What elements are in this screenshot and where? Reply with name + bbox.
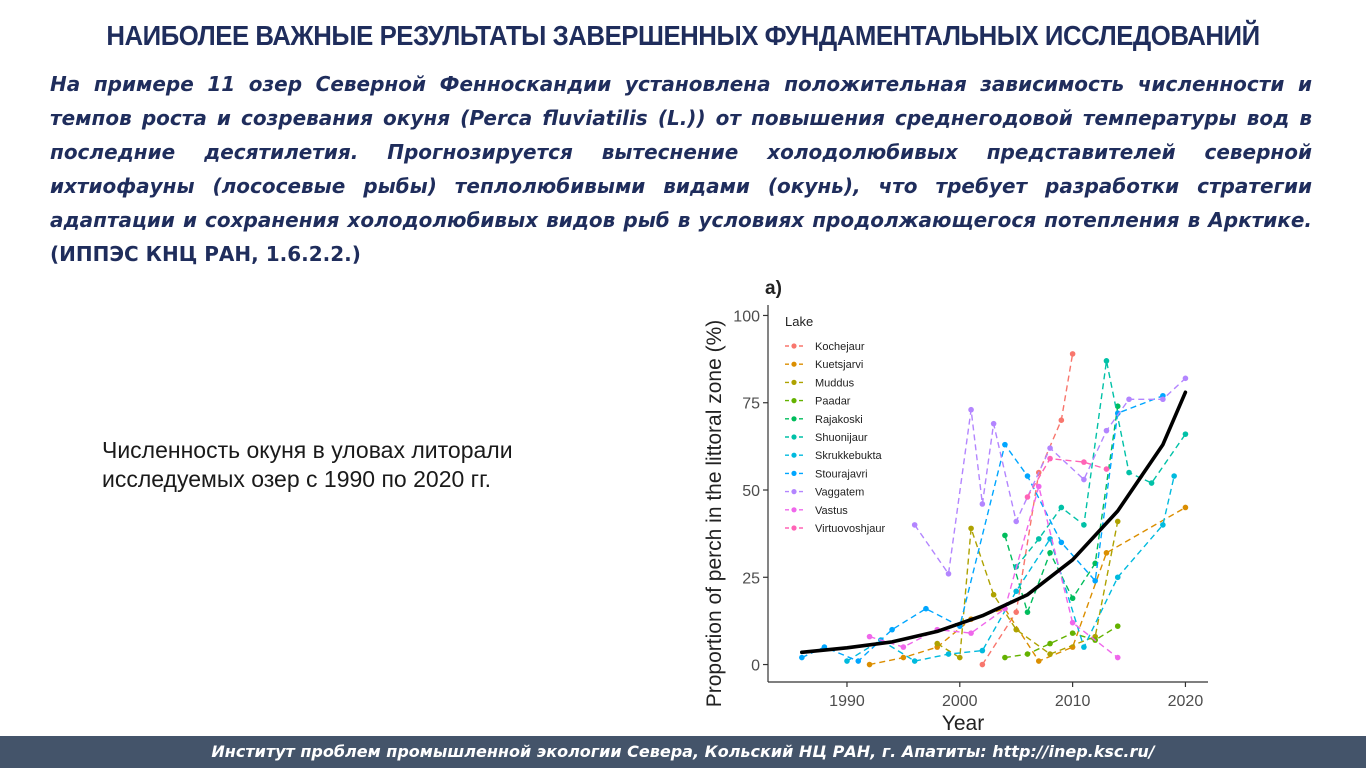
series-line (982, 354, 1072, 665)
data-point (1183, 505, 1189, 511)
x-tick-label: 1990 (829, 693, 865, 710)
y-tick-label: 25 (742, 570, 760, 588)
data-point (923, 606, 929, 612)
data-point (901, 644, 907, 650)
footer-bar: Институт проблем промышленной экологии Севера, Кольский НЦ РАН, г. Апатиты: http://inep.ksc.ru/ (0, 736, 1366, 768)
data-point (1126, 396, 1132, 402)
data-point (1183, 431, 1189, 437)
data-point (1002, 533, 1008, 539)
x-axis-label: Year (941, 712, 985, 730)
legend-swatch-point (791, 416, 796, 421)
data-point (968, 526, 974, 532)
data-point (1160, 522, 1166, 528)
data-point (1081, 522, 1087, 528)
data-point (1036, 658, 1042, 664)
legend-swatch-point (791, 507, 796, 512)
legend-swatch-point (791, 489, 796, 494)
y-tick-label: 0 (751, 657, 760, 675)
legend-label: Vaggatem (815, 486, 865, 499)
legend-label: Skrukkebukta (815, 450, 882, 463)
data-point (1025, 494, 1031, 500)
data-point (1047, 641, 1053, 647)
data-point (1002, 655, 1008, 661)
legend-label: Rajakoski (815, 413, 863, 426)
legend-label: Muddus (815, 377, 855, 390)
legend-swatch-point (791, 471, 796, 476)
data-point (1013, 519, 1019, 525)
legend-swatch-point (791, 453, 796, 458)
data-point (1047, 456, 1053, 462)
data-point (946, 571, 952, 577)
legend-label: Shuonijaur (815, 432, 868, 444)
x-tick-label: 2020 (1167, 693, 1204, 710)
perch-chart-svg (695, 270, 1225, 730)
chart-caption: Численность окуня в уловах литорали исследуемых озер с 1990 по 2020 гг. (102, 437, 513, 492)
data-point (901, 655, 907, 661)
data-point (1081, 477, 1087, 483)
data-point (855, 658, 861, 664)
legend-swatch-point (791, 343, 796, 348)
series-line (870, 508, 1186, 665)
data-point (1002, 442, 1008, 448)
series-line (1005, 626, 1118, 658)
data-point (1070, 351, 1076, 357)
data-point (1047, 445, 1053, 451)
data-point (1104, 428, 1110, 434)
legend-swatch-point (791, 380, 796, 385)
data-point (844, 658, 850, 664)
data-point (1013, 609, 1019, 615)
legend-label: Vastus (815, 504, 848, 517)
series-line (847, 476, 1174, 661)
legend-label: Kuetsjarvi (815, 359, 864, 372)
data-point (991, 592, 997, 598)
series-line (915, 378, 1186, 574)
legend-title: Lake (785, 314, 814, 329)
data-point (1047, 550, 1053, 556)
data-point (968, 630, 974, 636)
x-tick-label: 2010 (1054, 693, 1091, 710)
legend-swatch-point (791, 398, 796, 403)
data-point (889, 627, 895, 633)
data-point (1081, 644, 1087, 650)
data-point (934, 641, 940, 647)
data-point (1104, 358, 1110, 364)
legend-label: Kochejaur (815, 341, 865, 353)
data-point (1104, 550, 1110, 556)
legend-label: Stourajavri (815, 468, 868, 481)
data-point (1149, 480, 1155, 486)
summary-main: На примере 11 озер Северной Фенноскандии установлена положительная зависимость численности и темпов роста и созревания окуня (Perca fluviatilis (L.)) от повышения среднегодовой температуры вод в последние десятилетия. Прогнозируется вытеснение холодолюбивых представителей северной ихтиофауны (лососевые рыбы) теплолюбивыми видами (окунь), что требует разработки стратегии адаптации и сохранения холодолюбивых видов рыб в условиях продолжающегося потепления в Арктике. (50, 72, 1312, 232)
y-tick-label: 75 (742, 395, 760, 413)
legend-swatch-point (791, 362, 796, 367)
data-point (1070, 630, 1076, 636)
data-point (1126, 470, 1132, 476)
data-point (912, 522, 918, 528)
data-point (1115, 519, 1121, 525)
data-point (1183, 376, 1189, 382)
legend-label: Virtuovoshjaur (815, 523, 886, 535)
y-axis-label: Proportion of perch in the littoral zone (%) (703, 319, 726, 708)
y-tick-label: 100 (733, 308, 760, 326)
panel-label: a) (765, 278, 782, 299)
data-point (1036, 484, 1042, 490)
data-point (968, 407, 974, 413)
data-point (1047, 651, 1053, 657)
data-point (867, 662, 873, 668)
legend-swatch-point (791, 525, 796, 530)
data-point (980, 501, 986, 507)
data-point (1171, 473, 1177, 479)
data-point (912, 658, 918, 664)
data-point (980, 662, 986, 668)
data-point (1104, 466, 1110, 472)
summary-reference: (ИППЭС КНЦ РАН, 1.6.2.2.) (50, 242, 361, 266)
data-point (1013, 627, 1019, 633)
data-point (1025, 609, 1031, 615)
perch-chart (695, 270, 1225, 730)
data-point (1025, 651, 1031, 657)
data-point (1070, 620, 1076, 626)
summary-text (50, 67, 1312, 271)
data-point (991, 421, 997, 427)
legend-label: Paadar (815, 395, 851, 408)
y-tick-label: 50 (742, 483, 760, 501)
data-point (1013, 588, 1019, 594)
x-tick-label: 2000 (941, 693, 978, 710)
data-point (1081, 459, 1087, 465)
data-point (1160, 396, 1166, 402)
data-point (1036, 536, 1042, 542)
data-point (1092, 578, 1098, 584)
data-point (867, 634, 873, 640)
data-point (1115, 574, 1121, 580)
data-point (799, 655, 805, 661)
data-point (946, 651, 952, 657)
data-point (957, 655, 963, 661)
legend-swatch-point (791, 434, 796, 439)
data-point (1059, 417, 1065, 423)
data-point (1070, 595, 1076, 601)
data-point (980, 648, 986, 654)
data-point (1115, 623, 1121, 629)
data-point (1115, 655, 1121, 661)
page-title: НАИБОЛЕЕ ВАЖНЫЕ РЕЗУЛЬТАТЫ ЗАВЕРШЕННЫХ ФУНДАМЕНТАЛЬНЫХ ИССЛЕДОВАНИЙ (106, 20, 1260, 51)
data-point (1025, 473, 1031, 479)
data-point (1059, 505, 1065, 511)
data-point (1059, 540, 1065, 546)
